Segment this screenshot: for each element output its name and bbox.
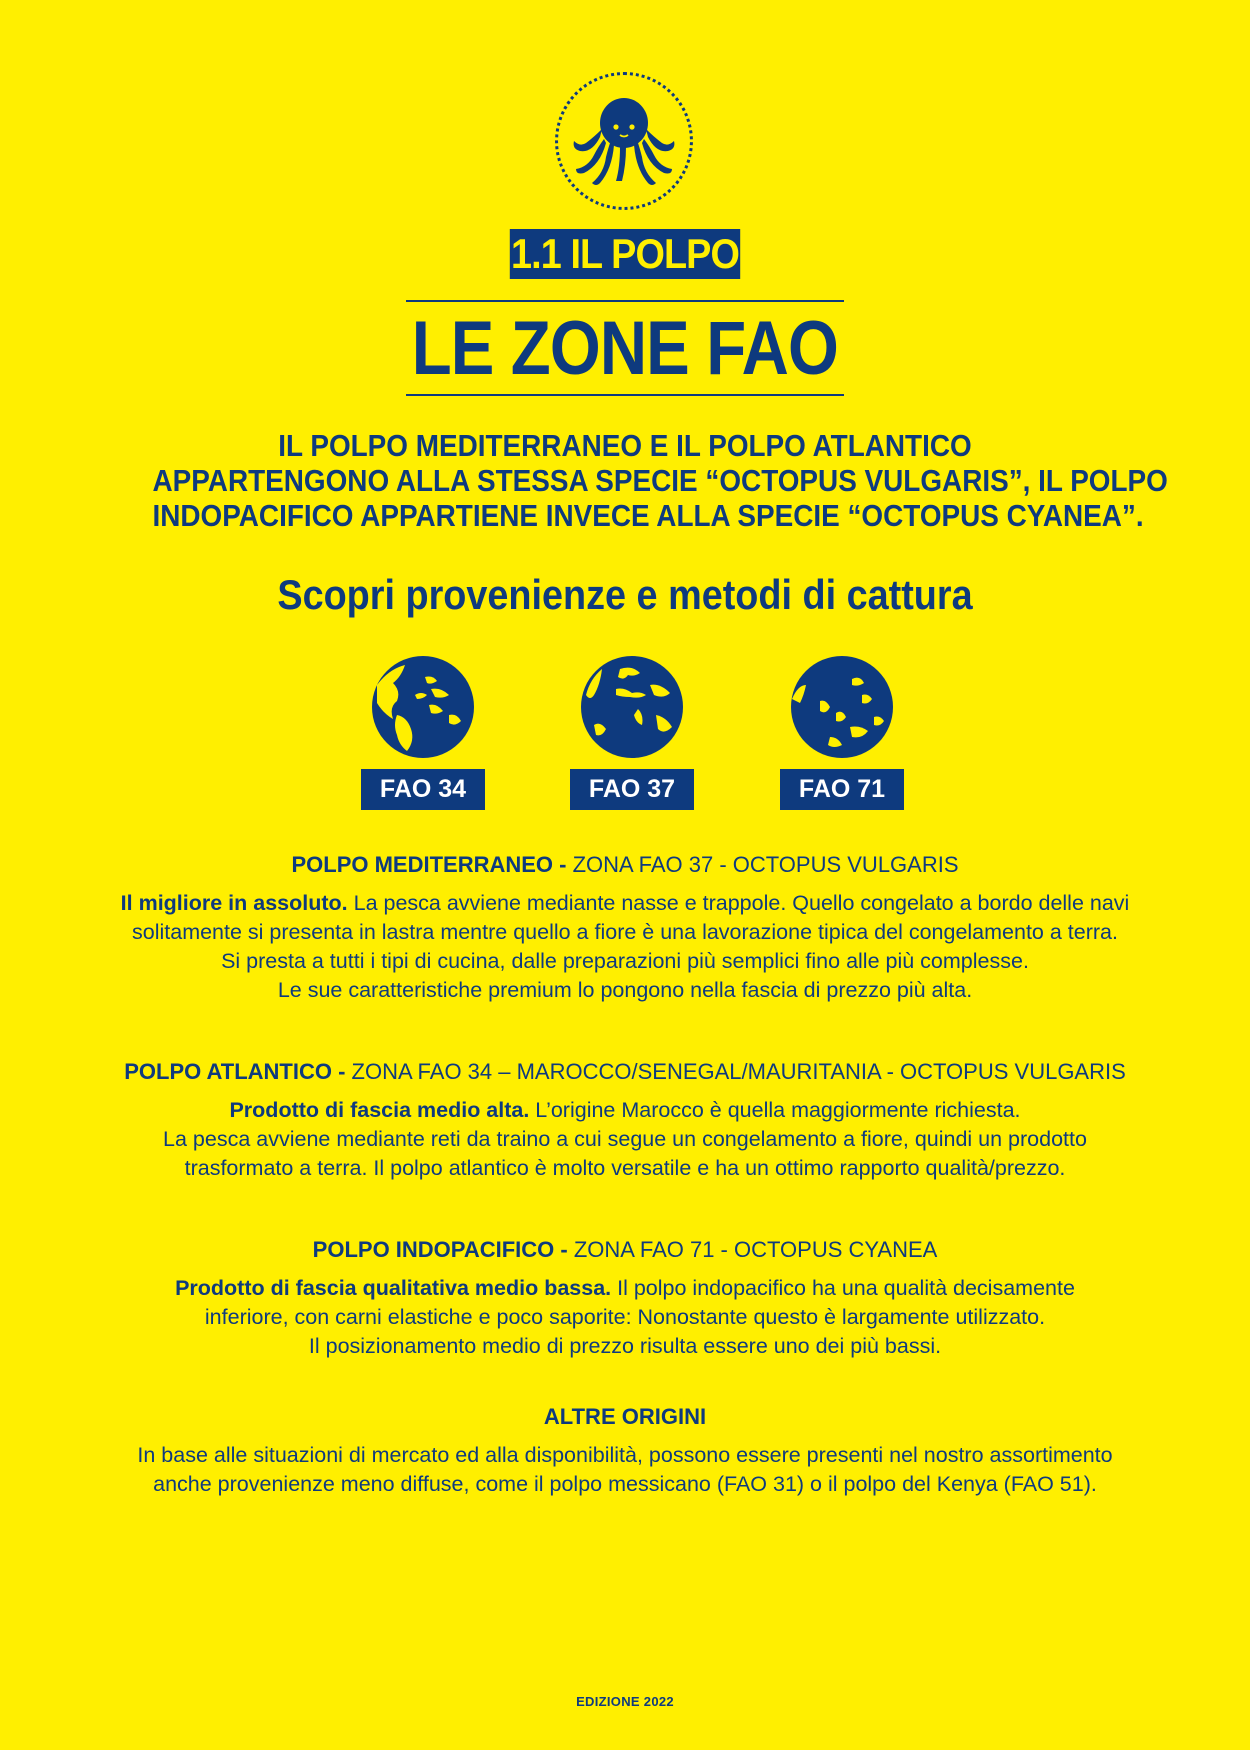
section-body [60, 889, 1190, 1005]
zone-fao-71 [780, 655, 904, 810]
edition-footer: EDIZIONE 2022 [576, 1694, 674, 1709]
section-tag: 1.1 IL POLPO [511, 230, 739, 277]
body-line: solitamente si presenta in lastra mentre quello a fiore è una lavorazione tipica del congelamento a terra. [132, 920, 1118, 944]
intro-line: APPARTENGONO ALLA STESSA SPECIE “OCTOPUS VULGARIS”, IL POLPO [152, 463, 1168, 498]
section-heading-bold: POLPO INDOPACIFICO - [312, 1237, 568, 1262]
title-frame [406, 300, 844, 396]
section-heading-rest: ZONA FAO 37 - OCTOPUS VULGARIS [566, 852, 959, 877]
body-line: Si presta a tutti i tipi di cucina, dalle preparazioni più semplici fino alle più complesse. [221, 949, 1029, 973]
section-heading-bold: ALTRE ORIGINI [543, 1404, 707, 1429]
body-line: La pesca avviene mediante nasse e trappole. Quello congelato a bordo delle navi [347, 891, 1130, 915]
section-body [60, 1096, 1190, 1183]
body-line: inferiore, con carni elastiche e poco saporite: Nonostante questo è largamente utilizzato. [204, 1305, 1046, 1329]
body-line: Il posizionamento medio di prezzo risulta essere uno dei più bassi. [308, 1334, 942, 1358]
section-indopacifico [60, 1235, 1190, 1361]
section-lead: Prodotto di fascia medio alta. [229, 1098, 530, 1122]
section-heading [60, 1057, 1190, 1086]
section-atlantico [60, 1057, 1190, 1183]
section-heading-rest: ZONA FAO 34 – MAROCCO/SENEGAL/MAURITANIA - OCTOPUS VULGARIS [345, 1059, 1126, 1084]
section-mediterraneo [60, 850, 1190, 1005]
section-lead: Prodotto di fascia qualitativa medio bassa. [175, 1276, 612, 1300]
section-heading-bold: POLPO ATLANTICO - [124, 1059, 346, 1084]
subtitle: Scopri provenienze e metodi di cattura [277, 571, 973, 618]
octopus-logo [555, 72, 693, 210]
section-body [60, 1274, 1190, 1361]
intro-line: IL POLPO MEDITERRANEO E IL POLPO ATLANTICO [278, 428, 972, 463]
section-body [60, 1441, 1190, 1499]
globe-atlantic-icon [371, 655, 475, 759]
section-heading-rest: ZONA FAO 71 - OCTOPUS CYANEA [567, 1237, 938, 1262]
fao-label: FAO 37 [570, 769, 694, 810]
zone-fao-34 [361, 655, 485, 810]
section-lead: Il migliore in assoluto. [120, 891, 348, 915]
section-heading [60, 1235, 1190, 1264]
zone-fao-37 [570, 655, 694, 810]
section-heading [60, 1402, 1190, 1431]
section-heading [60, 850, 1190, 879]
body-line: Il polpo indopacifico ha una qualità decisamente [611, 1276, 1075, 1300]
fao-zones [0, 655, 1250, 815]
intro-text [152, 428, 1168, 533]
section-altre-origini [60, 1402, 1190, 1499]
globe-africa-europe-icon [580, 655, 684, 759]
body-line: trasformato a terra. Il polpo atlantico è molto versatile e ha un ottimo rapporto qualità/prezzo. [184, 1156, 1066, 1180]
globe-asia-pacific-icon [790, 655, 894, 759]
intro-line: INDOPACIFICO APPARTIENE INVECE ALLA SPECIE “OCTOPUS CYANEA”. [152, 498, 1144, 533]
octopus-icon [570, 93, 678, 189]
section-heading-bold: POLPO MEDITERRANEO - [291, 852, 567, 877]
body-line: In base alle situazioni di mercato ed alla disponibilità, possono essere presenti nel nostro assortimento [137, 1443, 1113, 1467]
body-line: La pesca avviene mediante reti da traino a cui segue un congelamento a fiore, quindi un prodotto [163, 1127, 1087, 1151]
page-title: LE ZONE FAO [411, 305, 839, 391]
fao-label: FAO 34 [361, 769, 485, 810]
body-line: Le sue caratteristiche premium lo pongono nella fascia di prezzo più alta. [277, 978, 973, 1002]
fao-label: FAO 71 [780, 769, 904, 810]
body-line: anche provenienze meno diffuse, come il polpo messicano (FAO 31) o il polpo del Kenya (FAO 51). [153, 1472, 1097, 1496]
body-line: L’origine Marocco è quella maggiormente richiesta. [529, 1098, 1021, 1122]
